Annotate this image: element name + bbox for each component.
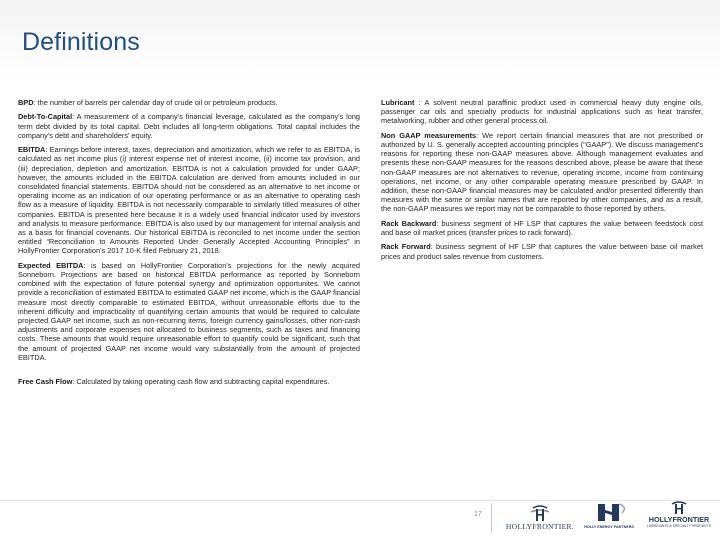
definition-rack-forward <box>381 242 703 260</box>
term-separator: : <box>430 242 436 252</box>
hep-wordmark: HOLLY ENERGY PARTNERS <box>584 525 634 529</box>
definition-term: Rack Backward <box>381 218 437 228</box>
left-definitions-column <box>18 98 360 391</box>
hf-lubricants-subtitle: LUBRICANTS & SPECIALTY PRODUCTS <box>647 524 711 528</box>
hf-lubricants-wordmark: HOLLYFRONTIER <box>648 515 710 524</box>
hollyfrontier-mark-icon <box>505 503 575 523</box>
definition-text: Calculated by taking operating cash flow and subtracting capital expenditures. <box>76 377 330 387</box>
definition-text: the number of barrels per calendar day of crude oil or petroleum products. <box>37 98 278 107</box>
hep-mark-icon <box>578 501 640 525</box>
hf-lubricants-mark-icon <box>644 500 714 515</box>
header-band <box>0 0 720 78</box>
definition-term: Non GAAP measurements <box>381 130 477 140</box>
term-separator: : <box>72 112 77 122</box>
definition-text: A measurement of a company's financial leverage, calculated as the company's long term debt divided by its total capital. Debt includes all long-term obligations. Total capital includes the company's debt and shareholders' equity. <box>18 112 360 140</box>
definition-debt-to-capital <box>18 112 360 140</box>
page-number: 17 <box>474 511 482 518</box>
term-separator: : <box>33 98 38 107</box>
hollyfrontier-wordmark: HOLLYFRONTIER. <box>505 522 575 531</box>
definition-term: BPD <box>18 98 34 107</box>
definition-term: Expected EBITDA <box>18 260 84 270</box>
definition-ebitda <box>18 145 360 255</box>
term-separator: : <box>414 98 425 107</box>
hollyfrontier-lubricants-logo <box>644 500 714 534</box>
definition-term: Free Cash Flow <box>18 377 73 387</box>
definition-text: business segment of HF LSP that captures the value between feedstock cost and base oil market prices (transfer prices to rack forward). <box>381 218 703 238</box>
definition-rack-backward <box>381 219 703 237</box>
definition-term: Rack Forward <box>381 242 431 252</box>
definition-free-cash-flow <box>18 377 360 386</box>
definition-text: A solvent neutral paraffinic product used in commercial heavy duty engine oils, passenger car oils and specialty products for industrial applications such as heat transfer, metalworking, rubber and other general process oil. <box>381 98 703 126</box>
definition-text: Earnings before interest, taxes, depreciation and amortization, which we refer to as EBITDA, is calculated as net income plus (i) interest expense net of interest income, (ii) income tax provision, and (iii) depreciation, depletion and amortization. EBITDA is not a calculation provided for under GAAP; however, the amounts included in the EBITDA calculation are derived from amounts included in our consolidated financial statements. EBITDA should not be considered as an alternative to net income or operating income as an indication of our operating performance or as an alternative to operating cash flow as a measure of liquidity. EBITDA is not necessarily comparable to similarly titled measures of other companies. EBITDA is presented here because it is a widely used financial indicator used by investors and analysts to measure performance. EBITDA is also used by our management for internal analysis and as a basis for financial covenants. Our historical EBITDA is reconciled to net income under the section entitled “Reconciliation to Amounts Reported Under Generally Accepted Accounting Principles” in HollyFrontier Corporation’s 2017 10-K filed February 21, 2018. <box>18 145 360 256</box>
logo-divider <box>491 503 492 533</box>
hollyfrontier-logo <box>505 503 575 533</box>
definition-text: is based on HollyFrontier Corporation’s projections for the newly acquired Sonneborn. Projections are based on historical EBITDA performance as reported by Sonneborn combined with the expectation of future potential synergy and optimization opportunites. We cannot provide a reconciliation of estimated EBITDA to estimated GAAP net income, which is the GAAP financial measure most directly comparable to estimated EBITDA, without unreasonable efforts due to the inherent difficulty and impracticality of quantifying certain amounts that would be required to calculate projected GAAP net income, such as non-recurring items, foreign currency gains/losses, other non-cash adjustments and corporate expenses not allocated to business segments, such as taxes and financing costs. These amounts that would require unreasonable effort to quantify could be significant, such that the amount of projected GAAP net income would vary substantially from the amount of projected EBITDA. <box>18 260 361 362</box>
right-definitions-column <box>381 98 703 266</box>
definition-term: EBITDA <box>18 145 46 155</box>
term-separator: : <box>72 377 77 387</box>
term-separator: : <box>436 218 442 228</box>
term-separator: : <box>476 130 483 140</box>
definition-bpd <box>18 98 360 107</box>
page-title: Definitions <box>22 28 140 56</box>
definition-text: business segment of HF LSP that captures the value between base oil market prices and product sales revenue from customers. <box>381 242 703 261</box>
term-separator: : <box>45 145 50 155</box>
term-separator: : <box>83 260 91 270</box>
definition-text: We report certain financial measures that are not prescribed or authorized by U. S. generally accepted accounting principles ("GAAP"). We discuss management's reasons for reporting these non-GAAP measures above. Although management evaluates and presents these non-GAAP measures for the reasons described above, please be aware that these non-GAAP measures are not alternatives to revenue, operating income, income from continuing operations, net income, or any other comparable operating measure prescribed by GAAP. In addition, these non-GAAP financial measures may be calculated and/or presented differently than measures with the same or similar names that are reported by other companies, and as a result, the non-GAAP measures we report may not be comparable to those reported by others. <box>381 130 703 214</box>
definition-expected-ebitda <box>18 261 360 362</box>
holly-energy-partners-logo <box>578 501 640 533</box>
definition-lubricant <box>381 98 703 126</box>
definition-term: Debt-To-Capital <box>18 112 73 122</box>
definition-term: Lubricant <box>381 98 415 107</box>
definition-non-gaap <box>381 131 703 214</box>
